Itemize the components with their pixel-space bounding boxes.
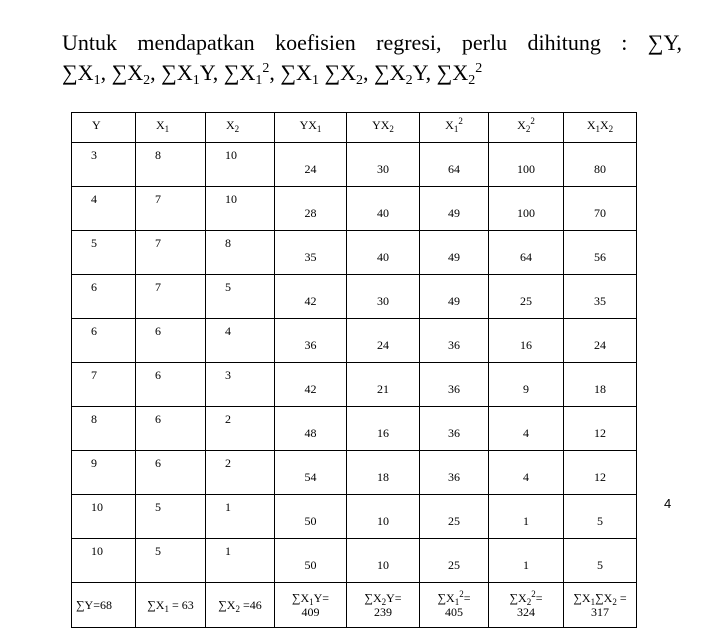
table-cell: 18 (564, 363, 637, 407)
table-row (72, 495, 637, 539)
header-cell: Y (72, 113, 136, 143)
table-row (72, 275, 637, 319)
table-cell: 16 (347, 407, 420, 451)
total-label: ∑Y=68 (76, 598, 112, 612)
subscript: 1 (164, 604, 169, 614)
sum-term: $\sum X_2Y$, (374, 60, 437, 88)
total-value: 239 (374, 605, 392, 619)
table-cell: 5 (136, 495, 206, 539)
table-row (72, 539, 637, 583)
table-cell: 8 (72, 407, 136, 451)
table-cell: 42 (275, 363, 347, 407)
table-cell: 10 (347, 495, 420, 539)
table-cell: 100 (489, 143, 564, 187)
table-cell: 36 (420, 451, 489, 495)
table-cell: 5 (72, 231, 136, 275)
table-cell: 3 (206, 363, 275, 407)
table-row (72, 451, 637, 495)
total-label: $\sum X_2Y=$ (364, 591, 402, 607)
table-cell: 12 (564, 407, 637, 451)
total-value: 409 (301, 605, 320, 619)
table-row (72, 407, 637, 451)
table-cell: 10 (347, 539, 420, 583)
table-cell: 24 (275, 143, 347, 187)
table-cell: 6 (72, 319, 136, 363)
table-cell: 50 (275, 539, 347, 583)
subscript: 2 (143, 73, 151, 88)
table-cell: 1 (206, 539, 275, 583)
table-cell: 16 (489, 319, 564, 363)
totals-row (72, 583, 637, 628)
table-cell: 8 (206, 231, 275, 275)
subscript: 2 (381, 597, 387, 607)
table-cell: 4 (72, 187, 136, 231)
sum-term: $\sum X_1$ ∑X (280, 60, 357, 88)
table-cell: 21 (347, 363, 420, 407)
sum-term: $\sum X_1$, (62, 60, 112, 88)
subscript: 2 (389, 124, 394, 134)
total-label: $\sum X_1^2=$ (437, 589, 471, 607)
table-cell: 50 (275, 495, 347, 539)
subscript: 2 (526, 597, 532, 607)
subscript: 2 (356, 73, 364, 88)
table-cell: 1 (206, 495, 275, 539)
table-cell: 10 (72, 495, 136, 539)
subscript: 1 (595, 124, 600, 134)
table-cell: 42 (275, 275, 347, 319)
table-cell: 100 (489, 187, 564, 231)
table-cell: 6 (136, 319, 206, 363)
table-cell: 36 (420, 363, 489, 407)
header-cell: $YX_2$ (347, 113, 420, 143)
sum-term: $\sum X_1^2$, (223, 60, 281, 88)
subscript: 2 (468, 73, 476, 88)
subscript: 2 (405, 73, 413, 88)
table-cell: 9 (489, 363, 564, 407)
table-cell: 30 (347, 275, 420, 319)
subscript: 1 (93, 73, 101, 88)
total-value: 405 (445, 605, 463, 619)
total-cell (206, 583, 275, 628)
total-cell (136, 583, 206, 628)
subscript: 1 (309, 597, 314, 607)
table-cell: 12 (564, 451, 637, 495)
header-cell: $YX_1$ (275, 113, 347, 143)
total-label: $\sum X_1Y=$ (291, 591, 330, 607)
page-number: 4 (664, 496, 672, 511)
total-label: $\sum X_1\sum X_2$ = (573, 591, 627, 607)
table-cell: 4 (489, 451, 564, 495)
table-cell: 8 (136, 143, 206, 187)
table-cell: 5 (206, 275, 275, 319)
table-cell: 6 (136, 451, 206, 495)
subscript: 2 (235, 604, 240, 614)
subscript: 2 (234, 124, 240, 134)
table-cell: 6 (72, 275, 136, 319)
total-cell (420, 583, 489, 628)
subscript: 1 (164, 124, 170, 134)
sum-term: $_2$, (356, 60, 375, 88)
header-cell: $X_1^2$ (420, 113, 489, 143)
subscript: 1 (311, 73, 319, 88)
total-cell (72, 583, 136, 628)
table-cell: 10 (206, 187, 275, 231)
table-cell: 80 (564, 143, 637, 187)
table-cell: 56 (564, 231, 637, 275)
table-cell: 4 (489, 407, 564, 451)
header-cell: $X_2^2$ (489, 113, 564, 143)
table-cell: 6 (136, 363, 206, 407)
superscript: 2 (475, 61, 483, 76)
regression-table (71, 112, 637, 628)
table-cell: 48 (275, 407, 347, 451)
table-cell: 35 (275, 231, 347, 275)
table-cell: 30 (347, 143, 420, 187)
table-cell: 7 (72, 363, 136, 407)
subscript: 1 (192, 73, 200, 88)
table-cell: 1 (489, 539, 564, 583)
subscript: 1 (453, 124, 459, 134)
subscript: 2 (525, 124, 531, 134)
table-cell: 7 (136, 275, 206, 319)
table-cell: 36 (420, 407, 489, 451)
total-value: 324 (517, 605, 535, 619)
superscript: 2 (531, 589, 536, 599)
total-cell (489, 583, 564, 628)
subscript: 2 (608, 124, 614, 134)
table-cell: 9 (72, 451, 136, 495)
table-row (72, 143, 637, 187)
table-row (72, 319, 637, 363)
header-cell: $X_2$ (206, 113, 275, 143)
table-cell: 40 (347, 187, 420, 231)
subscript: 1 (454, 597, 460, 607)
total-label: $\sum X_2^2=$ (509, 589, 543, 607)
table-cell: 4 (206, 319, 275, 363)
total-value: 317 (591, 605, 609, 619)
sum-term: $\sum X_2$, (111, 60, 162, 88)
table-cell: 24 (347, 319, 420, 363)
table-cell: 1 (489, 495, 564, 539)
total-cell (275, 583, 347, 628)
superscript: 2 (530, 116, 535, 126)
subscript: 1 (590, 597, 596, 607)
table-cell: 7 (136, 231, 206, 275)
table-row (72, 363, 637, 407)
superscript: 2 (262, 61, 270, 76)
table-cell: 5 (564, 539, 637, 583)
table-cell: 10 (206, 143, 275, 187)
table-cell: 25 (420, 495, 489, 539)
subscript: 2 (612, 597, 617, 607)
table-cell: 10 (72, 539, 136, 583)
table-cell: 64 (489, 231, 564, 275)
table-row (72, 187, 637, 231)
subscript: 1 (255, 73, 263, 88)
table-cell: 54 (275, 451, 347, 495)
table-cell: 49 (420, 275, 489, 319)
header-row (72, 113, 637, 143)
table-cell: 7 (136, 187, 206, 231)
table-cell: 6 (136, 407, 206, 451)
subscript: 1 (316, 124, 322, 134)
header-cell: $X_1$ (136, 113, 206, 143)
table-cell: 70 (564, 187, 637, 231)
table-cell: 40 (347, 231, 420, 275)
total-cell (564, 583, 637, 628)
table-cell: 64 (420, 143, 489, 187)
table-row (72, 231, 637, 275)
superscript: 2 (458, 116, 463, 126)
superscript: 2 (459, 589, 464, 599)
table-cell: 49 (420, 187, 489, 231)
table-cell: 35 (564, 275, 637, 319)
total-cell (347, 583, 420, 628)
table-cell: 2 (206, 451, 275, 495)
total-label: $\sum X_1 = 63$ (147, 598, 194, 614)
header-cell: $X_1X_2$ (564, 113, 637, 143)
heading-line-2 (62, 58, 682, 88)
table-cell: 28 (275, 187, 347, 231)
table-cell: 3 (72, 143, 136, 187)
table-cell: 49 (420, 231, 489, 275)
table-cell: 36 (420, 319, 489, 363)
table-cell: 18 (347, 451, 420, 495)
sum-term: $\sum X_2^2$ (436, 60, 483, 88)
table-cell: 25 (420, 539, 489, 583)
total-label: $\sum X_2 =46$ (218, 598, 262, 614)
table-cell: 36 (275, 319, 347, 363)
table-cell: 5 (564, 495, 637, 539)
table-cell: 25 (489, 275, 564, 319)
table-cell: 2 (206, 407, 275, 451)
heading-line-1: Untuk mendapatkan koefisien regresi, perlu dihitung : ∑Y, (62, 30, 682, 55)
slide-heading (62, 28, 682, 88)
sum-term: $\sum X_1Y$, (161, 60, 224, 88)
table-cell: 5 (136, 539, 206, 583)
table-cell: 24 (564, 319, 637, 363)
